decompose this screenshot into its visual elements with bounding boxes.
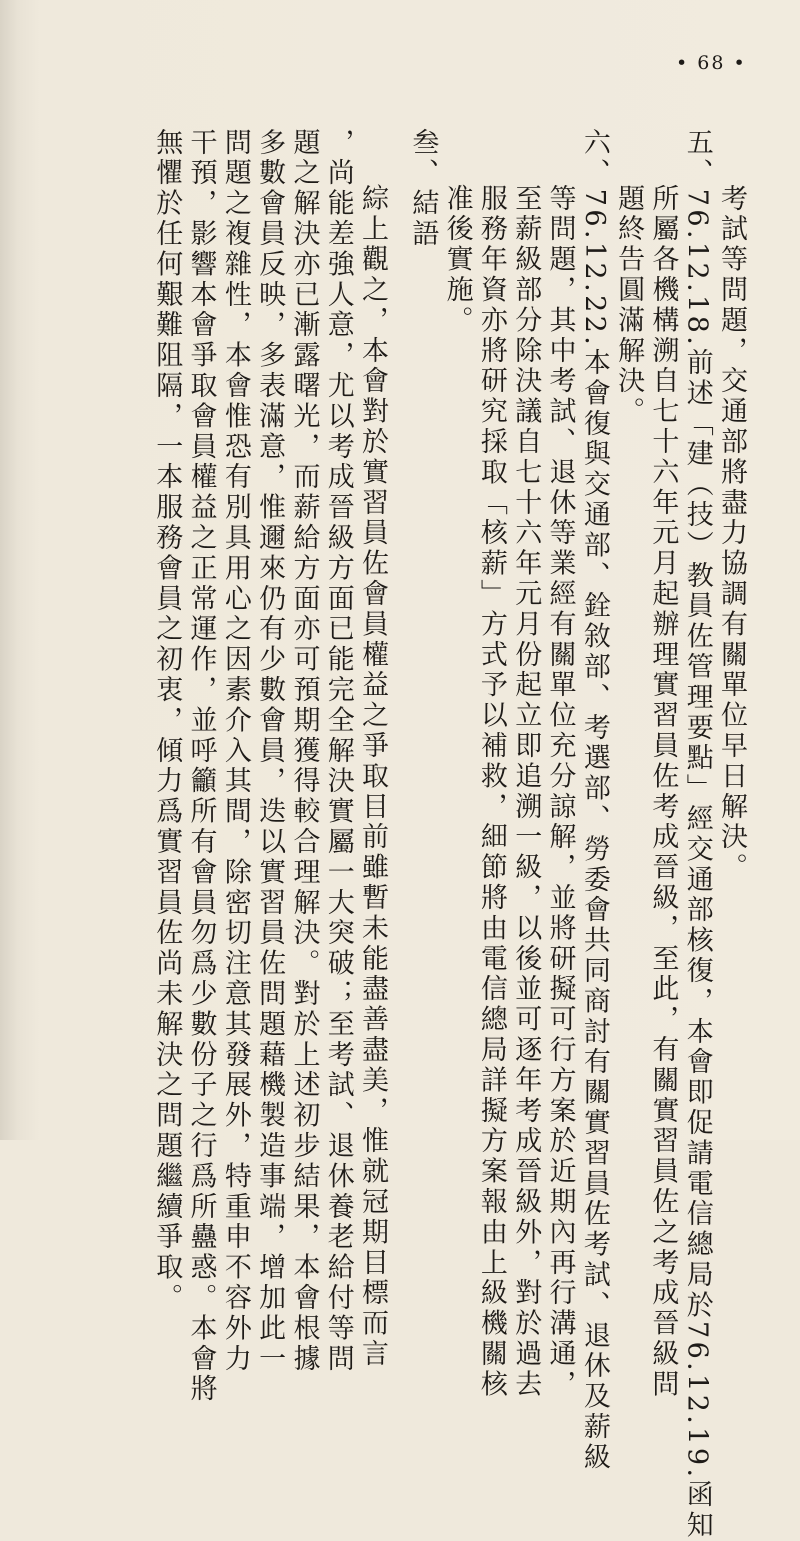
paragraph-start: 綜上觀之，本會對於實習員佐會員權益之爭取目前雖暫未能盡善盡美，惟就冠期目標而言 [357, 184, 389, 1370]
text-column: 准後實施。 [441, 184, 473, 336]
text-column: ，尚能差強人意，尤以考成晉級方面已能完全解決實屬一大突破；至考試、退休養老給付等問 [322, 128, 354, 1375]
text-column: 考試等問題，交通部將盡力協調有關單位早日解決。 [716, 184, 747, 884]
page-number: • 68 • [676, 52, 747, 74]
list-item-5: 五、76.12.18.前述「建（技）教員佐管理要點」經交通部核復，本會即促請電信總局於76.12.19.函知 [681, 128, 713, 1541]
text-column: 多數會員反映，多表滿意，惟邇來仍有少數會員，迭以實習員佐問題藉機製造事端，增加此一 [254, 128, 286, 1375]
list-item-6: 六、76.12.22.本會復與交通部、銓敘部、考選部、勞委會共同商討有關實習員佐考試、退休及薪級 [578, 128, 610, 1474]
text-column: 題終告圓滿解決。 [613, 184, 645, 428]
vertical-text-block [149, 128, 748, 1541]
text-column: 所屬各機構溯自七十六年元月起辦理實習員佐考成晉級，至此，有關實習員佐之考成晉級問 [647, 184, 679, 1400]
text-column: 干預，影響本會爭取會員權益之正常運作，並呼籲所有會員勿爲少數份子之行爲所蠱惑。本會將 [185, 128, 217, 1405]
text-column: 無懼於任何艱難阻隔，一本服務會員之初衷，傾力爲實習員佐尚未解決之問題繼續爭取。 [151, 128, 183, 1314]
text-column: 問題之複雜性，本會惟恐有別具用心之因素介入其間，除密切注意其發展外，特重申不容外力 [219, 128, 251, 1375]
text-column: 題之解決亦已漸露曙光，而薪給方面亦可預期獲得較合理解決。對於上述初步結果，本會根據 [288, 128, 320, 1375]
text-column: 等問題，其中考試、退休等業經有關單位充分諒解，並將研擬可行方案於近期內再行溝通， [544, 184, 576, 1400]
text-column: 服務年資亦將研究採取「核薪」方式予以補救，細節將由電信總局詳擬方案報由上級機關核 [475, 184, 507, 1400]
text-column: 至薪級部分除決議自七十六年元月份起立即追溯一級，以後並可逐年考成晉級外，對於過去 [510, 184, 542, 1400]
section-heading-conclusion: 叁、結語 [407, 128, 439, 250]
